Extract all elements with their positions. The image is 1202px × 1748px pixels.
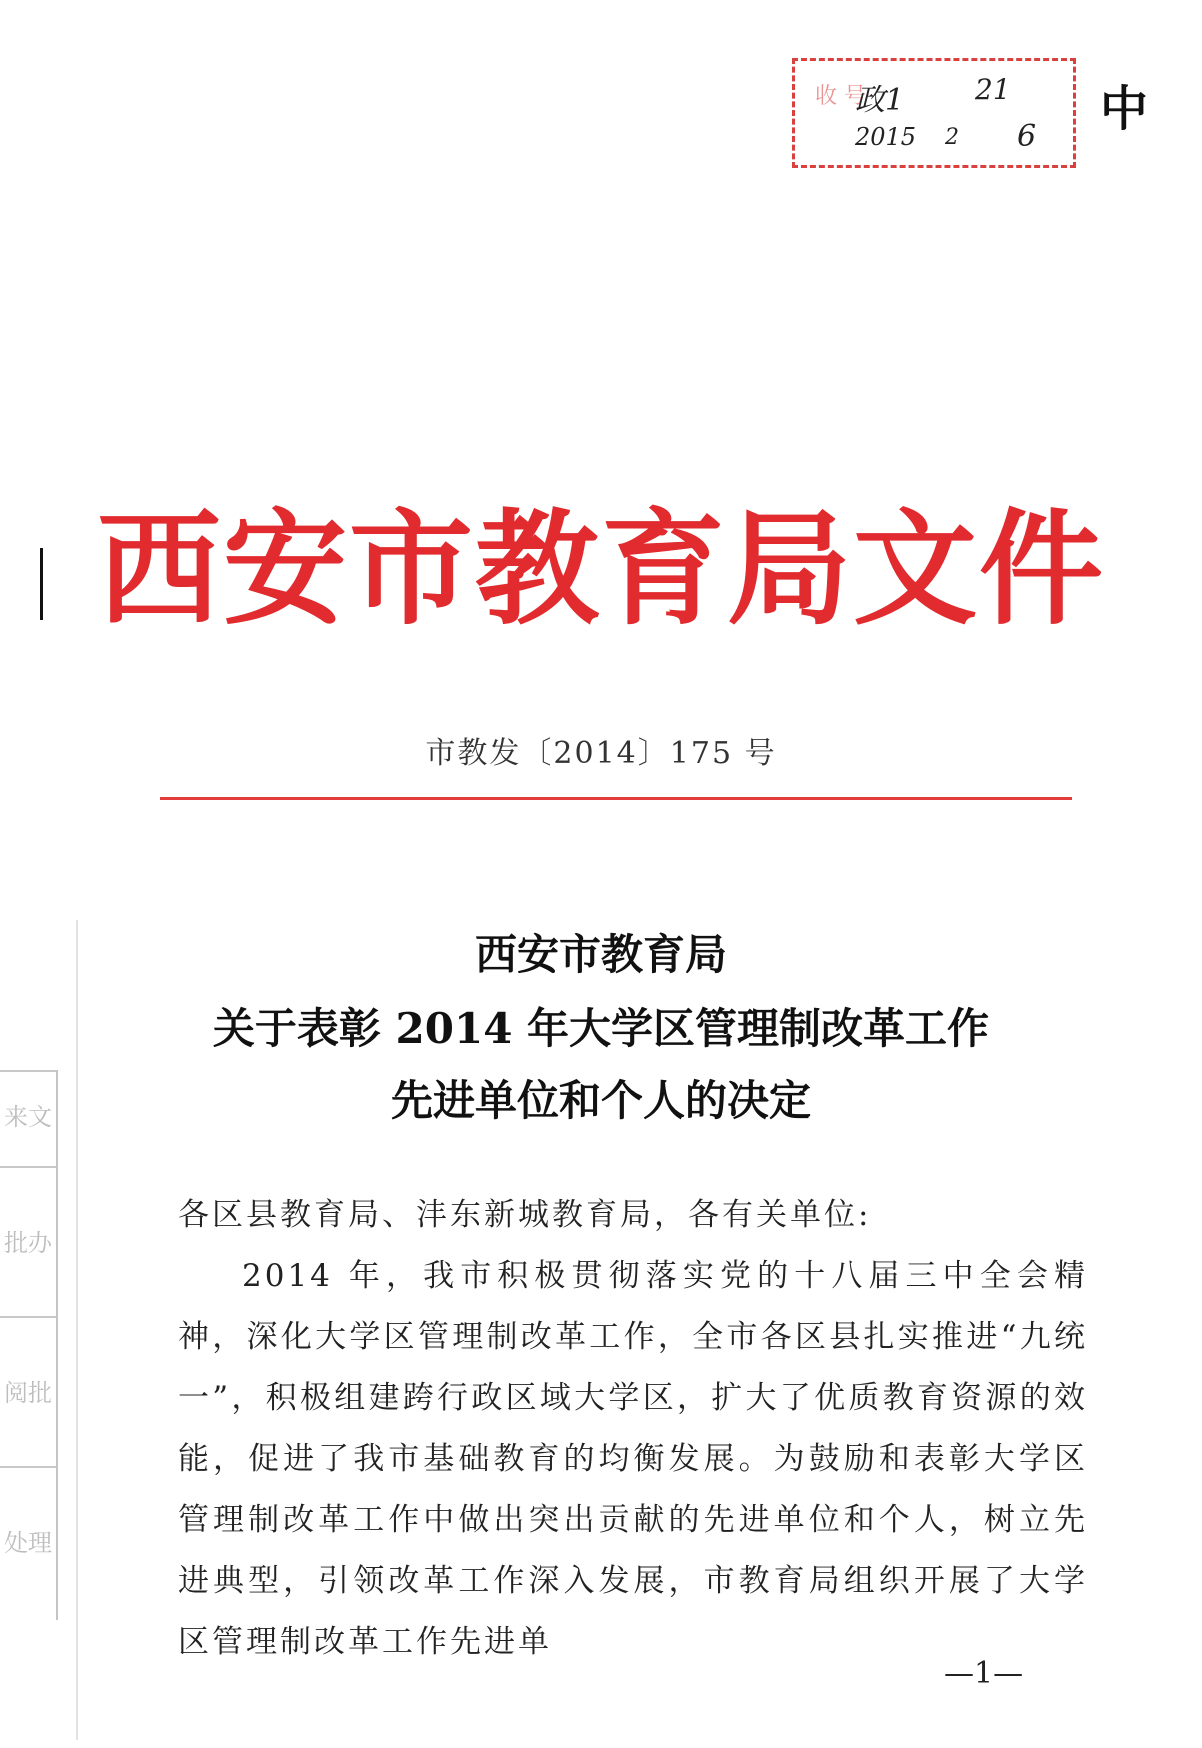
addressee: 各区县教育局、沣东新城教育局，各有关单位: xyxy=(178,1197,872,1233)
side-form-cell: 阅批 xyxy=(0,1316,56,1468)
body-text xyxy=(178,1185,1088,1673)
side-form-cell: 处理 xyxy=(0,1466,56,1622)
side-form-cell: 批办 xyxy=(0,1166,56,1318)
side-form-cell: 来文 xyxy=(0,1070,56,1168)
page-number: —1— xyxy=(944,1656,1024,1691)
stamp-year: 2015 xyxy=(855,123,917,151)
stamp-faint-text: 收 号 xyxy=(815,84,866,109)
document-number: 市教发〔2014〕175 号 xyxy=(425,736,777,771)
stamp-day: 6 xyxy=(1017,119,1037,154)
issuer-title: 西安市教育局文件 xyxy=(96,497,1105,642)
stamp-category: 政1 xyxy=(855,83,905,118)
heading-line-2: 关于表彰 2014 年大学区管理制改革工作 xyxy=(212,1004,990,1053)
side-routing-form xyxy=(0,1070,58,1620)
heading-line-3: 先进单位和个人的决定 xyxy=(390,1076,811,1125)
receipt-stamp xyxy=(792,58,1076,168)
stamp-serial: 21 xyxy=(975,73,1011,106)
heading-line-1: 西安市教育局 xyxy=(474,930,727,979)
paragraph: 2014 年，我市积极贯彻落实党的十八届三中全会精神，深化大学区管理制改革工作，全市各区县扎实推进“九统一”，积极组建跨行政区域大学区，扩大了优质教育资源的效能，促进了我市基础教育的均衡发展。为鼓励和表彰大学区管理制改革工作中做出突出贡献的先进单位和个人，树立先进典型，引领改革工作深入发展，市教育局组织开展了大学区管理制改革工作先进单 xyxy=(178,1258,1088,1660)
red-separator-line xyxy=(160,797,1072,800)
handwritten-margin-note: 中 xyxy=(1100,81,1149,137)
stamp-month: 2 xyxy=(945,125,959,150)
